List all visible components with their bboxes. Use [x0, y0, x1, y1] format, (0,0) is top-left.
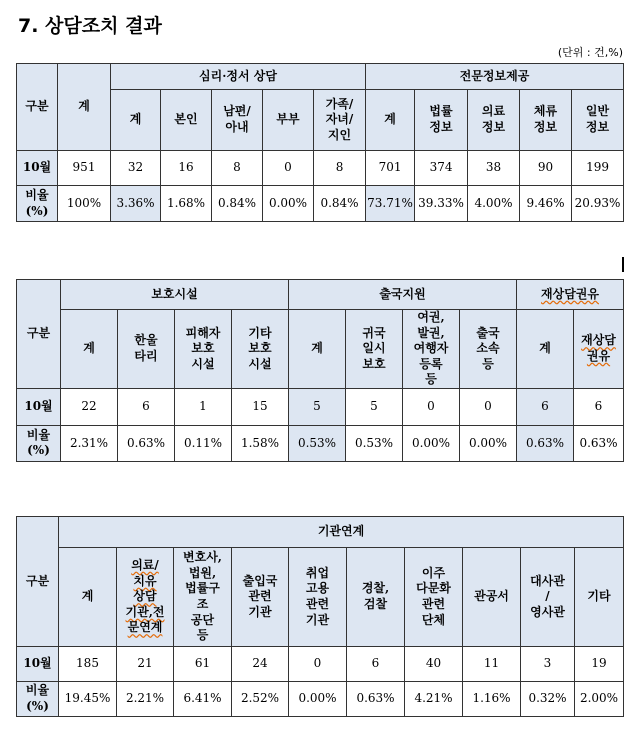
column-header: 본인 — [161, 90, 212, 151]
ratio-cell: 0.00% — [403, 425, 460, 461]
ratio-cell: 2.00% — [575, 682, 624, 717]
group-header: 재상담권유 — [517, 280, 624, 310]
ratio-cell: 0.63% — [574, 425, 624, 461]
counsel-table-1 — [16, 63, 624, 222]
data-cell: 6 — [347, 647, 405, 682]
data-cell: 38 — [468, 151, 520, 186]
data-cell: 701 — [366, 151, 415, 186]
data-cell: 5 — [289, 388, 346, 425]
column-header: 여권, 발권, 여행자 등록 등 — [403, 310, 460, 389]
ratio-cell: 39.33% — [415, 186, 468, 222]
column-header: 부부 — [263, 90, 314, 151]
data-cell: 5 — [346, 388, 403, 425]
column-header: 경찰, 검찰 — [347, 548, 405, 647]
data-cell: 8 — [212, 151, 263, 186]
data-cell: 40 — [405, 647, 463, 682]
column-header: 법률 정보 — [415, 90, 468, 151]
ratio-cell: 73.71% — [366, 186, 415, 222]
data-cell: 61 — [174, 647, 232, 682]
data-cell: 6 — [517, 388, 574, 425]
month-row-label: 10월 — [17, 388, 61, 425]
ratio-cell: 0.84% — [212, 186, 263, 222]
data-cell: 11 — [463, 647, 521, 682]
data-cell: 24 — [232, 647, 289, 682]
counsel-table-2 — [16, 279, 624, 462]
page-title: 7. 상담조치 결과 — [18, 15, 162, 37]
data-cell: 22 — [61, 388, 118, 425]
ratio-row-label: 비율 (%) — [17, 682, 59, 717]
data-cell: 199 — [572, 151, 624, 186]
data-cell: 15 — [232, 388, 289, 425]
group-header: 심리·정서 상담 — [111, 64, 366, 90]
column-header: 기타 — [575, 548, 624, 647]
ratio-cell: 2.21% — [117, 682, 174, 717]
column-header: 의료/ 치유 상담 기관,전 문연계 — [117, 548, 174, 647]
column-header: 남편/ 아내 — [212, 90, 263, 151]
ratio-cell: 9.46% — [520, 186, 572, 222]
group-header: 출국지원 — [289, 280, 517, 310]
ratio-cell: 0.53% — [289, 425, 346, 461]
ratio-cell: 0.11% — [175, 425, 232, 461]
data-cell: 32 — [111, 151, 161, 186]
row-label-header: 구분 — [17, 517, 59, 647]
column-header: 계 — [111, 90, 161, 151]
column-header: 계 — [366, 90, 415, 151]
text-cursor — [622, 257, 624, 272]
column-header: 계 — [289, 310, 346, 389]
data-cell: 90 — [520, 151, 572, 186]
ratio-cell: 3.36% — [111, 186, 161, 222]
data-cell: 16 — [161, 151, 212, 186]
data-cell: 951 — [58, 151, 111, 186]
column-header: 재상담 권유 — [574, 310, 624, 389]
column-header: 가족/ 자녀/ 지인 — [314, 90, 366, 151]
column-header: 계 — [61, 310, 118, 389]
ratio-cell: 0.63% — [347, 682, 405, 717]
ratio-cell: 4.21% — [405, 682, 463, 717]
column-header: 계 — [59, 548, 117, 647]
data-cell: 8 — [314, 151, 366, 186]
ratio-row-label: 비율 (%) — [17, 425, 61, 461]
ratio-cell: 4.00% — [468, 186, 520, 222]
ratio-cell: 6.41% — [174, 682, 232, 717]
data-cell: 6 — [574, 388, 624, 425]
data-cell: 1 — [175, 388, 232, 425]
unit-label: (단위 : 건,%) — [557, 46, 623, 59]
ratio-row-label: 비율 (%) — [17, 186, 58, 222]
data-cell: 3 — [521, 647, 575, 682]
group-header: 기관연계 — [59, 517, 624, 548]
column-header: 대사관 / 영사관 — [521, 548, 575, 647]
ratio-cell: 0.53% — [346, 425, 403, 461]
ratio-cell: 0.00% — [263, 186, 314, 222]
ratio-cell: 1.58% — [232, 425, 289, 461]
column-header: 취업 고용 관련 기관 — [289, 548, 347, 647]
column-header: 이주 다문화 관련 단체 — [405, 548, 463, 647]
column-header: 의료 정보 — [468, 90, 520, 151]
month-row-label: 10월 — [17, 151, 58, 186]
data-cell: 374 — [415, 151, 468, 186]
data-cell: 19 — [575, 647, 624, 682]
column-header: 체류 정보 — [520, 90, 572, 151]
column-header: 계 — [517, 310, 574, 389]
ratio-cell: 0.63% — [118, 425, 175, 461]
ratio-cell: 19.45% — [59, 682, 117, 717]
column-header: 귀국 일시 보호 — [346, 310, 403, 389]
data-cell: 21 — [117, 647, 174, 682]
ratio-cell: 1.68% — [161, 186, 212, 222]
ratio-cell: 100% — [58, 186, 111, 222]
month-row-label: 10월 — [17, 647, 59, 682]
group-header: 전문정보제공 — [366, 64, 624, 90]
ratio-cell: 0.63% — [517, 425, 574, 461]
data-cell: 0 — [460, 388, 517, 425]
ratio-cell: 0.00% — [460, 425, 517, 461]
ratio-cell: 20.93% — [572, 186, 624, 222]
ratio-cell: 0.32% — [521, 682, 575, 717]
column-header: 출국 소속 등 — [460, 310, 517, 389]
column-header: 변호사, 법원, 법률구 조 공단 등 — [174, 548, 232, 647]
ratio-cell: 2.52% — [232, 682, 289, 717]
data-cell: 6 — [118, 388, 175, 425]
ratio-cell: 0.00% — [289, 682, 347, 717]
ratio-cell: 1.16% — [463, 682, 521, 717]
data-cell: 0 — [403, 388, 460, 425]
data-cell: 185 — [59, 647, 117, 682]
group-header: 보호시설 — [61, 280, 289, 310]
row-label-header: 구분 — [17, 280, 61, 389]
data-cell: 0 — [289, 647, 347, 682]
data-cell: 0 — [263, 151, 314, 186]
ratio-cell: 2.31% — [61, 425, 118, 461]
column-header: 출입국 관련 기관 — [232, 548, 289, 647]
column-header: 피해자 보호 시설 — [175, 310, 232, 389]
column-header: 한울 타리 — [118, 310, 175, 389]
counsel-table-3 — [16, 516, 624, 717]
column-header: 기타 보호 시설 — [232, 310, 289, 389]
column-header: 일반 정보 — [572, 90, 624, 151]
ratio-cell: 0.84% — [314, 186, 366, 222]
column-header: 관공서 — [463, 548, 521, 647]
row-label-header: 구분 — [17, 64, 58, 151]
total-header: 계 — [58, 64, 111, 151]
